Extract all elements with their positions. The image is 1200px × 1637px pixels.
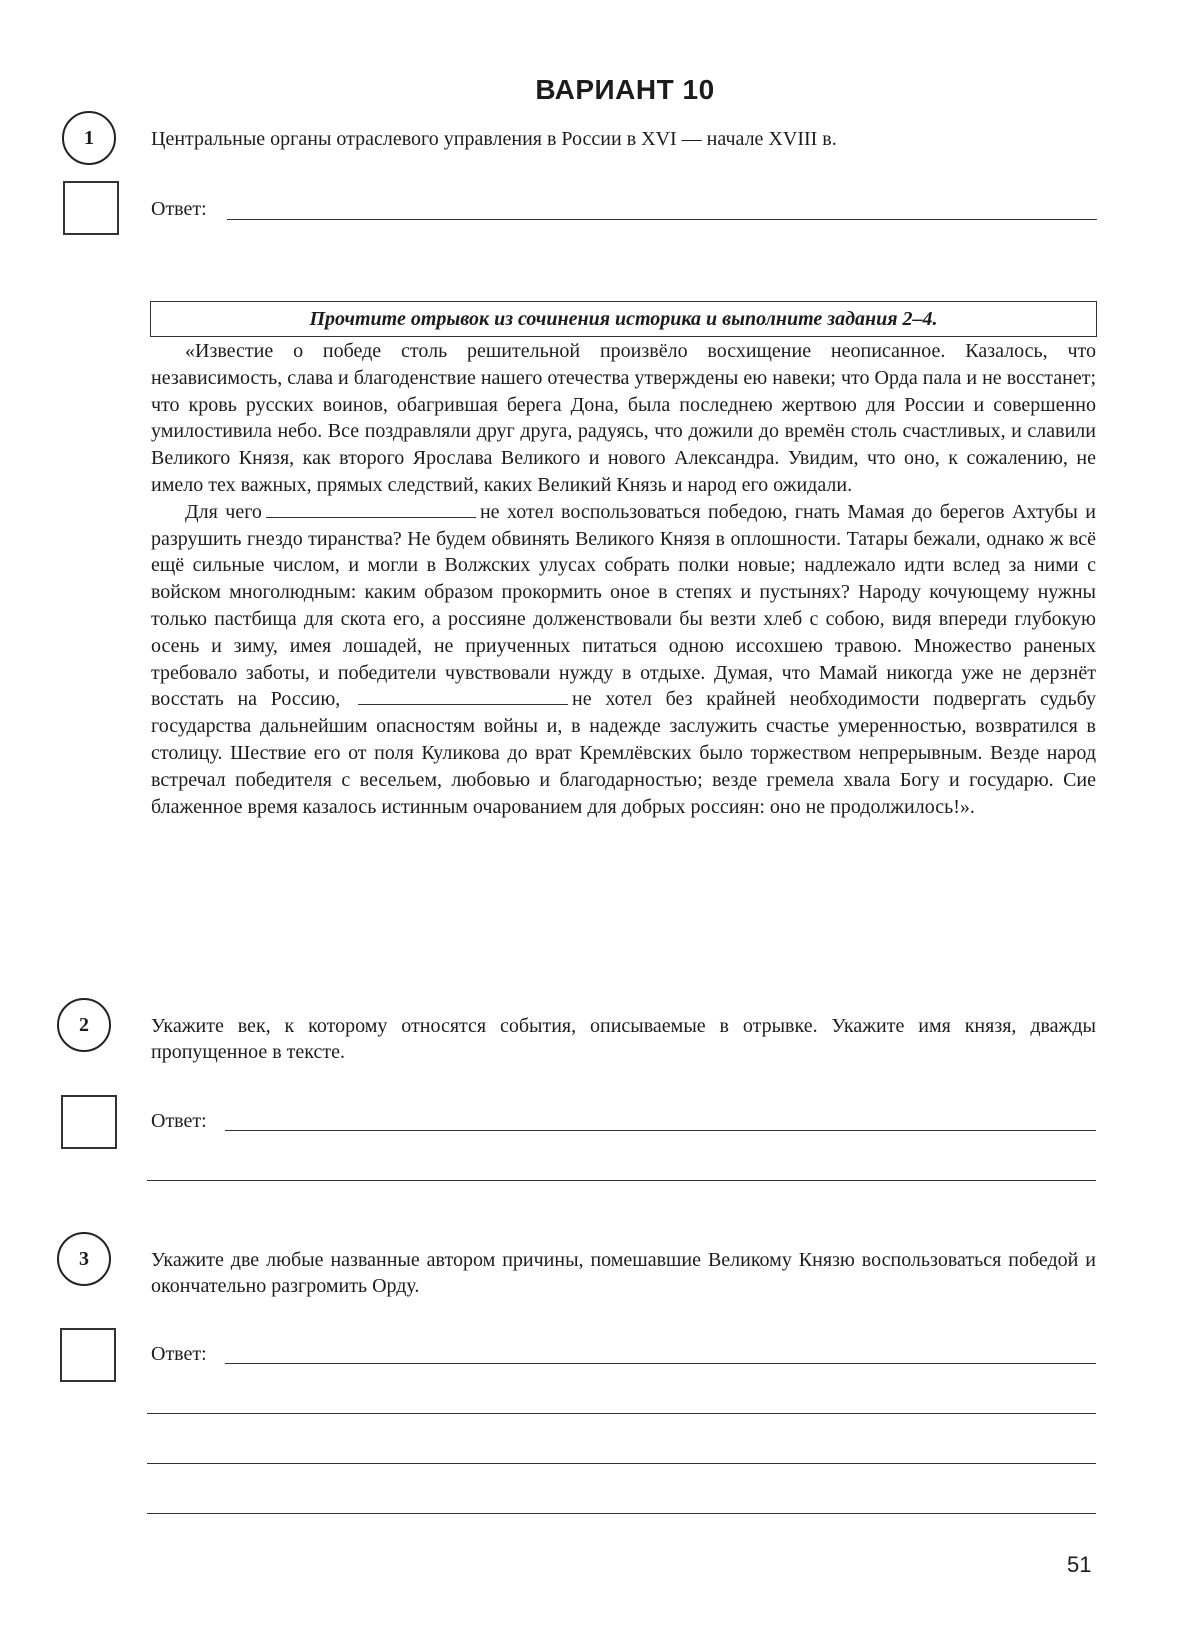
task-1-answer-box[interactable] xyxy=(63,181,119,235)
task-1-answer-line[interactable] xyxy=(227,219,1097,220)
passage-paragraph-1: «Известие о победе столь решительной произвёло восхищение неописанное. Казалось, что независимость, слава и благоденствие нашего отечества утверждены ею навеки; что Орда пала и не восстанет; что кровь русских воинов, обагрившая берега Дона, была последнею жертвою для России и совершенно умилостивила небо. Все поздравляли друг друга, радуясь, что дожили до времён столь счастливых, и славили Великого Князя, как второго Ярослава Великого и нового Александра. Увидим, что оно, к сожалению, не имело тех важных, прямых следствий, каких Великий Князь и народ его ожидали. xyxy=(151,340,1096,496)
task-3-question: Укажите две любые названные автором причины, помешавшие Великому Князю воспользоваться победой и окончательно разгромить Орду. xyxy=(151,1249,1096,1297)
task-3-answer-line-1[interactable] xyxy=(225,1363,1096,1364)
source-passage xyxy=(151,338,1096,820)
task-3-number: 3 xyxy=(57,1232,111,1286)
passage-p2-middle: не хотел воспользоваться победою, гнать Мамая до берегов Ахтубы и разрушить гнездо тиранства? Не будем обвинять Великого Князя в оплошности. Татары бежали, однако ж всё ещё сильные числом, и могли в Волжских улусах собрать полки новые; надлежало идти вслед за ними с войском многолюдным: каким образом прокормить оное в степях и пустынях? Народу кочующему нужны только пастбища для скота его, а россияне долженствовали бы везти хлеб с собою, видя впереди глубокую осень и зиму, имея лошадей, не приученных питаться одною иссохшею травою. Множество раненых требовало заботы, и победители чувствовали нужду в отдыхе. Думая, что Мамай никогда уже не дерзнёт восстать на Россию, xyxy=(151,500,1096,711)
task-1-number: 1 xyxy=(62,111,116,165)
task-3-answer-label: Ответ: xyxy=(151,1343,207,1365)
task-2-number: 2 xyxy=(57,998,111,1052)
task-2-answer-line-2[interactable] xyxy=(147,1180,1096,1181)
page-number: 51 xyxy=(1067,1552,1092,1577)
task-1-answer-label: Ответ: xyxy=(151,198,207,220)
page-title: ВАРИАНТ 10 xyxy=(535,74,715,105)
passage-p2-end: не хотел без крайней необходимости подвергать судьбу государства дальнейшим опасностям войны и, в надежде заслужить счастье умеренностью, возвратился в столицу. Шествие его от поля Куликова до врат Кремлёвских было торжеством непрерывным. Везде народ встречал победителя с весельем, любовью и благодарностью; везде гремела хвала Богу и государю. Сие блаженное время казалось истинным очарованием для добрых россиян: оно не продолжилось!». xyxy=(151,688,1097,818)
passage-p2-start: Для чего xyxy=(185,500,262,523)
task-3-answer-line-4[interactable] xyxy=(147,1513,1096,1514)
task-3-answer-line-2[interactable] xyxy=(147,1413,1096,1414)
passage-paragraph-2 xyxy=(151,499,1096,821)
task-2-answer-line-1[interactable] xyxy=(225,1130,1096,1131)
instruction-box: Прочтите отрывок из сочинения историка и выполните задания 2–4. xyxy=(150,301,1097,337)
task-2-question: Укажите век, к которому относятся события, описываемые в отрывке. Укажите имя князя, дважды пропущенное в тексте. xyxy=(151,1015,1096,1063)
task-3-answer-line-3[interactable] xyxy=(147,1463,1096,1464)
task-1-question: Центральные органы отраслевого управления в России в XVI — начале XVIII в. xyxy=(151,128,837,150)
task-2-answer-label: Ответ: xyxy=(151,1110,207,1132)
task-2-answer-box[interactable] xyxy=(61,1095,117,1149)
name-gap-1 xyxy=(266,503,476,518)
task-3-answer-box[interactable] xyxy=(60,1328,116,1382)
name-gap-2 xyxy=(358,690,568,705)
